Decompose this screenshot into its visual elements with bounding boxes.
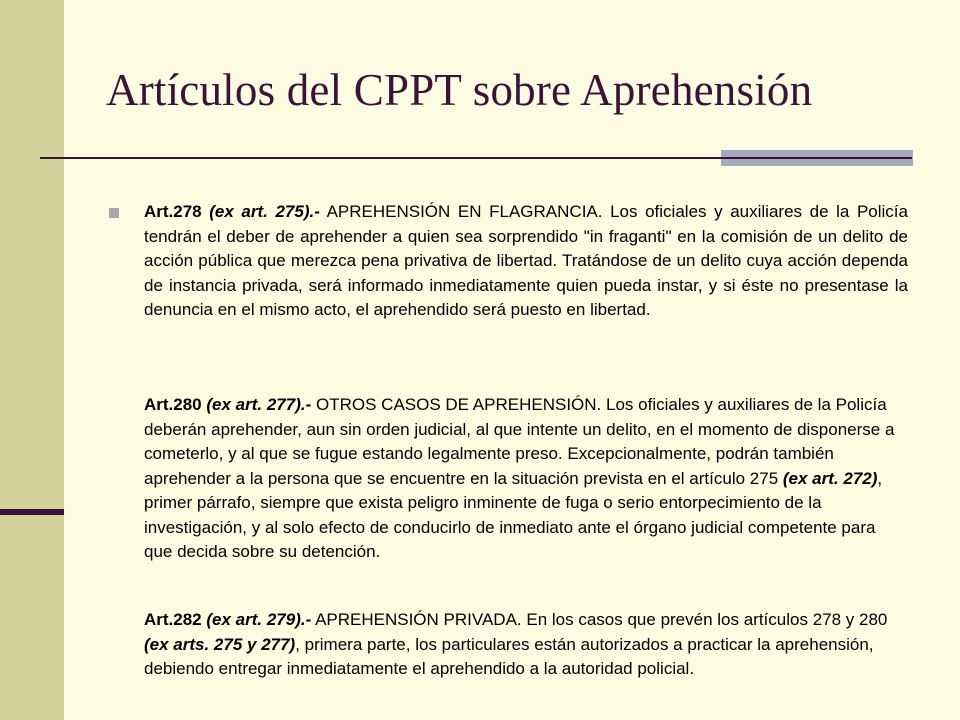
- ex-reference: (ex art. 279).-: [206, 610, 312, 629]
- article-278-paragraph: [144, 200, 908, 323]
- bullet-square-icon: [109, 208, 119, 218]
- article-body-continued: , primer párrafo, siempre que exista peligro inminente de fuga o serio entorpecimiento de la investigación, y al solo efecto de conducirlo de inmediato ante el órgano judicial competente para que decida sobre su detención.: [144, 468, 883, 561]
- article-body: Los oficiales y auxiliares de la Policía deberán aprehender, aun sin orden judicial, al que intente un delito, en el momento de disponerse a cometerlo, y al que se fugue estando legalmente preso. Excepcionalmente, podrán también aprehender a la persona que se encuentre en la situación prevista en el artículo 275: [144, 395, 895, 488]
- article-heading: APREHENSIÓN EN FLAGRANCIA.: [326, 202, 603, 221]
- inline-ex-reference: (ex art. 272): [782, 468, 878, 488]
- article-heading: APREHENSIÓN PRIVADA.: [315, 610, 522, 629]
- slide-title: Artículos del CPPT sobre Aprehensión: [106, 65, 813, 115]
- article-body: Los oficiales y auxiliares de la Policía tendrán el deber de aprehender a quien sea sorprendido "in fraganti" en la comisión de un delito de acción pública que merezca pena privativa de libertad. Tratándose de un delito cuya acción dependa de instancia privada, será informado inmediatamente quien pueda instar, y si éste no presentase la denuncia en el mismo acto, el aprehendido será puesto en libertad.: [144, 202, 908, 319]
- left-sidebar-band: [0, 0, 64, 720]
- article-heading: OTROS CASOS DE APREHENSIÓN.: [316, 395, 602, 414]
- article-number: Art.282: [144, 610, 202, 629]
- ex-reference: (ex art. 277).-: [206, 395, 312, 414]
- article-body: En los casos que prevén los artículos 278 y 280: [526, 610, 888, 629]
- article-body-continued: , primera parte, los particulares están autorizados a practicar la aprehensión, debiendo entregar inmediatamente el aprehendido a la autoridad policial.: [144, 634, 874, 678]
- article-282-paragraph: [144, 608, 908, 682]
- article-280-paragraph: [144, 393, 908, 565]
- inline-ex-reference: (ex arts. 275 y 277): [144, 634, 296, 654]
- title-underline: [40, 157, 912, 159]
- article-number: Art.280: [144, 395, 202, 414]
- ex-reference: (ex art. 275).-: [209, 202, 320, 221]
- sidebar-accent-line: [0, 509, 64, 515]
- article-number: Art.278: [144, 202, 202, 221]
